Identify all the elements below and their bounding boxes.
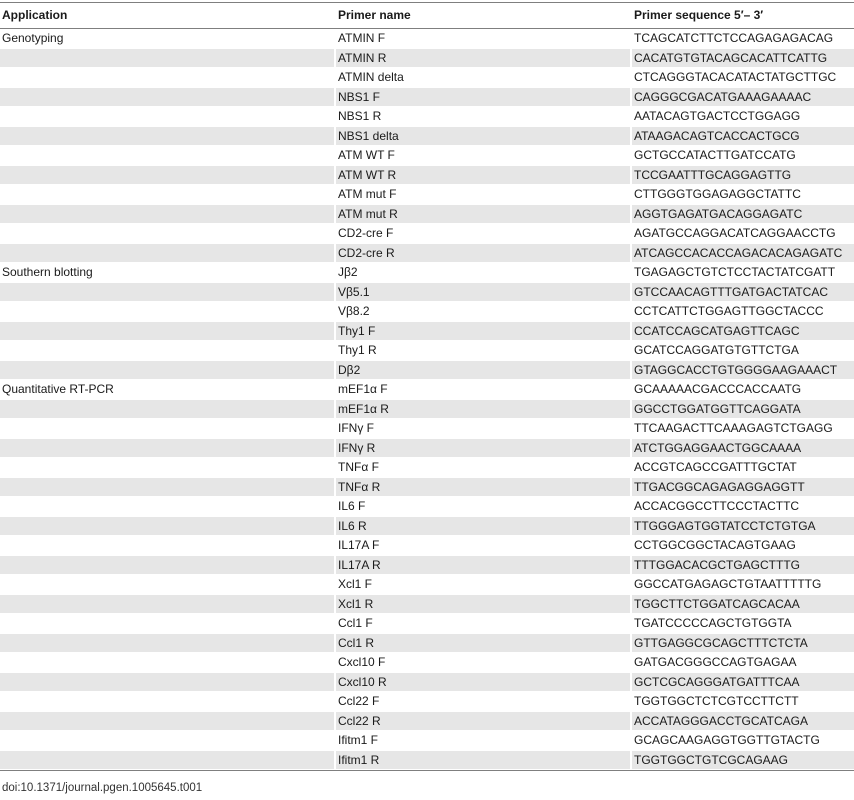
primer-sequence-cell: GGCCATGAGAGCTGTAATTTTTG	[634, 577, 822, 591]
primer-sequence-cell: CCTGGCGGCTACAGTGAAG	[634, 538, 796, 552]
application-cell	[0, 400, 334, 419]
primer-sequence-cell: GCATCCAGGATGTGTTCTGA	[634, 343, 799, 357]
primer-name-cell: Jβ2	[338, 265, 358, 279]
primer-sequence-cell: GCTGCCATACTTGATCCATG	[634, 148, 796, 162]
primer-name-cell: CD2-cre F	[338, 226, 394, 240]
table-row	[0, 185, 854, 205]
primer-sequence-cell: ACCACGGCCTTCCCTACTTC	[634, 499, 800, 513]
application-cell	[0, 205, 334, 224]
application-cell	[0, 88, 334, 107]
application-cell: Quantitative RT-PCR	[2, 382, 114, 396]
primer-sequence-cell: ATAAGACAGTCACCACTGCG	[632, 127, 854, 146]
application-cell	[0, 595, 334, 614]
table-row	[0, 166, 854, 186]
primer-sequence-cell: CTTGGGTGGAGAGGCTATTC	[634, 187, 801, 201]
primer-name-cell: NBS1 delta	[336, 127, 630, 146]
application-cell: Southern blotting	[2, 265, 93, 279]
application-cell	[0, 185, 334, 204]
primer-name-cell: IL6 R	[336, 517, 630, 536]
primer-name-cell: NBS1 F	[336, 88, 630, 107]
table-row	[0, 536, 854, 556]
table-row	[0, 653, 854, 673]
primer-sequence-cell: TGGTGGCTGTCGCAGAAG	[632, 751, 854, 770]
application-cell	[0, 575, 334, 594]
application-cell	[0, 244, 334, 263]
table-row	[0, 575, 854, 595]
table-row	[0, 478, 854, 498]
primer-name-cell: TNFα F	[338, 460, 379, 474]
primer-name-cell: Ifitm1 F	[338, 733, 379, 747]
primer-name-cell: mEF1α F	[338, 382, 388, 396]
table-row	[0, 49, 854, 69]
table-row	[0, 341, 854, 361]
primer-name-cell: IFNγ R	[336, 439, 630, 458]
table-row	[0, 283, 854, 303]
table-row	[0, 673, 854, 693]
table-row	[0, 244, 854, 264]
header-primer-sequence: Primer sequence 5′– 3′	[634, 8, 764, 22]
table-row	[0, 751, 854, 771]
primer-sequence-cell: TGGCTTCTGGATCAGCACAA	[632, 595, 854, 614]
primer-sequence-cell: AATACAGTGACTCCTGGAGG	[634, 109, 801, 123]
table-row	[0, 419, 854, 439]
primer-sequence-cell: AGATGCCAGGACATCAGGAACCTG	[634, 226, 836, 240]
application-cell	[0, 692, 334, 711]
table-row	[0, 302, 854, 322]
table-row	[0, 595, 854, 615]
primer-sequence-cell: GCAAAAACGACCCACCAATG	[634, 382, 802, 396]
table-row	[0, 205, 854, 225]
primer-name-cell: mEF1α R	[336, 400, 630, 419]
primer-name-cell: Dβ2	[336, 361, 630, 380]
table-row	[0, 614, 854, 634]
application-cell	[0, 731, 334, 750]
application-cell	[0, 224, 334, 243]
primer-sequence-cell: ACCATAGGGACCTGCATCAGA	[632, 712, 854, 731]
primer-sequence-cell: TTTGGACACGCTGAGCTTTG	[632, 556, 854, 575]
application-cell	[0, 127, 334, 146]
application-cell	[0, 361, 334, 380]
application-cell	[0, 439, 334, 458]
primer-table	[0, 2, 854, 771]
table-row	[0, 224, 854, 244]
primer-sequence-cell: ACCGTCAGCCGATTTGCTAT	[634, 460, 797, 474]
primer-sequence-cell: AGGTGAGATGACAGGAGATC	[632, 205, 854, 224]
application-cell	[0, 283, 334, 302]
table-row	[0, 556, 854, 576]
application-cell	[0, 653, 334, 672]
application-cell	[0, 458, 334, 477]
application-cell	[0, 68, 334, 87]
primer-name-cell: NBS1 R	[338, 109, 382, 123]
application-cell	[0, 478, 334, 497]
application-cell	[0, 517, 334, 536]
application-cell	[0, 166, 334, 185]
table-row	[0, 458, 854, 478]
primer-name-cell: Ccl22 R	[336, 712, 630, 731]
header-application: Application	[2, 8, 68, 22]
primer-name-cell: Vβ5.1	[336, 283, 630, 302]
primer-name-cell: ATM mut R	[336, 205, 630, 224]
primer-name-cell: IL17A R	[336, 556, 630, 575]
primer-name-cell: Xcl1 F	[338, 577, 373, 591]
table-row	[0, 517, 854, 537]
table-row	[0, 380, 854, 400]
primer-name-cell: ATM mut F	[338, 187, 397, 201]
primer-sequence-cell: TCAGCATCTTCTCCAGAGAGACAG	[634, 31, 834, 45]
primer-name-cell: ATMIN R	[336, 49, 630, 68]
primer-sequence-cell: GTCCAACAGTTTGATGACTATCAC	[632, 283, 854, 302]
table-row	[0, 68, 854, 88]
primer-sequence-cell: CCTCATTCTGGAGTTGGCTACCC	[634, 304, 824, 318]
primer-sequence-cell: TCCGAATTTGCAGGAGTTG	[632, 166, 854, 185]
application-cell	[0, 536, 334, 555]
primer-name-cell: CD2-cre R	[336, 244, 630, 263]
primer-sequence-cell: ATCAGCCACACCAGACACAGAGATC	[632, 244, 854, 263]
table-row	[0, 29, 854, 49]
application-cell	[0, 302, 334, 321]
table-row	[0, 497, 854, 517]
primer-sequence-cell: ATCTGGAGGAACTGGCAAAA	[632, 439, 854, 458]
table-row	[0, 361, 854, 381]
primer-name-cell: ATMIN F	[338, 31, 386, 45]
primer-sequence-cell: TGATCCCCCAGCTGTGGTA	[634, 616, 792, 630]
table-row	[0, 712, 854, 732]
table-row	[0, 322, 854, 342]
application-cell	[0, 419, 334, 438]
application-cell	[0, 322, 334, 341]
primer-name-cell: Cxcl10 F	[338, 655, 386, 669]
header-primer-name: Primer name	[338, 8, 411, 22]
primer-sequence-cell: GTTGAGGCGCAGCTTTCTCTA	[632, 634, 854, 653]
table-header-row	[0, 2, 854, 29]
application-cell	[0, 634, 334, 653]
primer-name-cell: TNFα R	[336, 478, 630, 497]
primer-name-cell: Thy1 R	[338, 343, 377, 357]
table-row	[0, 127, 854, 147]
primer-sequence-cell: CAGGGCGACATGAAAGAAAAC	[632, 88, 854, 107]
primer-name-cell: Ifitm1 R	[336, 751, 630, 770]
application-cell	[0, 341, 334, 360]
table-row	[0, 263, 854, 283]
primer-sequence-cell: TTGGGAGTGGTATCCTCTGTGA	[632, 517, 854, 536]
primer-name-cell: ATM WT F	[338, 148, 395, 162]
primer-name-cell: Ccl1 R	[336, 634, 630, 653]
primer-name-cell: IL6 F	[338, 499, 366, 513]
doi-caption: doi:10.1371/journal.pgen.1005645.t001	[2, 782, 203, 794]
primer-name-cell: Xcl1 R	[336, 595, 630, 614]
table-row	[0, 400, 854, 420]
application-cell: Genotyping	[2, 31, 64, 45]
primer-sequence-cell: CTCAGGGTACACATACTATGCTTGC	[634, 70, 837, 84]
primer-name-cell: IFNγ F	[338, 421, 374, 435]
primer-sequence-cell: TTCAAGACTTCAAAGAGTCTGAGG	[634, 421, 833, 435]
application-cell	[0, 673, 334, 692]
table-bottom-rule	[0, 770, 854, 771]
primer-sequence-cell: TGAGAGCTGTCTCCTACTATCGATT	[634, 265, 836, 279]
primer-name-cell: Ccl22 F	[338, 694, 380, 708]
table-row	[0, 439, 854, 459]
primer-name-cell: ATMIN delta	[338, 70, 404, 84]
primer-sequence-cell: CCATCCAGCATGAGTTCAGC	[632, 322, 854, 341]
application-cell	[0, 614, 334, 633]
primer-name-cell: Thy1 F	[336, 322, 630, 341]
application-cell	[0, 107, 334, 126]
application-cell	[0, 146, 334, 165]
primer-name-cell: ATM WT R	[336, 166, 630, 185]
primer-name-cell: Ccl1 F	[338, 616, 373, 630]
primer-name-cell: Cxcl10 R	[336, 673, 630, 692]
table-row	[0, 634, 854, 654]
primer-sequence-cell: GTAGGCACCTGTGGGGAAGAAACT	[632, 361, 854, 380]
primer-sequence-cell: CACATGTGTACAGCACATTCATTG	[632, 49, 854, 68]
primer-name-cell: IL17A F	[338, 538, 380, 552]
primer-sequence-cell: GATGACGGGCCAGTGAGAA	[634, 655, 797, 669]
primer-name-cell: Vβ8.2	[338, 304, 370, 318]
primer-sequence-cell: GGCCTGGATGGTTCAGGATA	[632, 400, 854, 419]
primer-sequence-cell: TTGACGGCAGAGAGGAGGTT	[632, 478, 854, 497]
application-cell	[0, 751, 334, 770]
table-row	[0, 88, 854, 108]
primer-sequence-cell: TGGTGGCTCTCGTCCTTCTT	[634, 694, 799, 708]
table-body	[0, 29, 854, 770]
primer-sequence-cell: GCTCGCAGGGATGATTTCAA	[632, 673, 854, 692]
application-cell	[0, 49, 334, 68]
table-row	[0, 146, 854, 166]
table-row	[0, 731, 854, 751]
application-cell	[0, 497, 334, 516]
table-row	[0, 107, 854, 127]
primer-sequence-cell: GCAGCAAGAGGTGGTTGTACTG	[634, 733, 820, 747]
table-row	[0, 692, 854, 712]
application-cell	[0, 556, 334, 575]
application-cell	[0, 712, 334, 731]
